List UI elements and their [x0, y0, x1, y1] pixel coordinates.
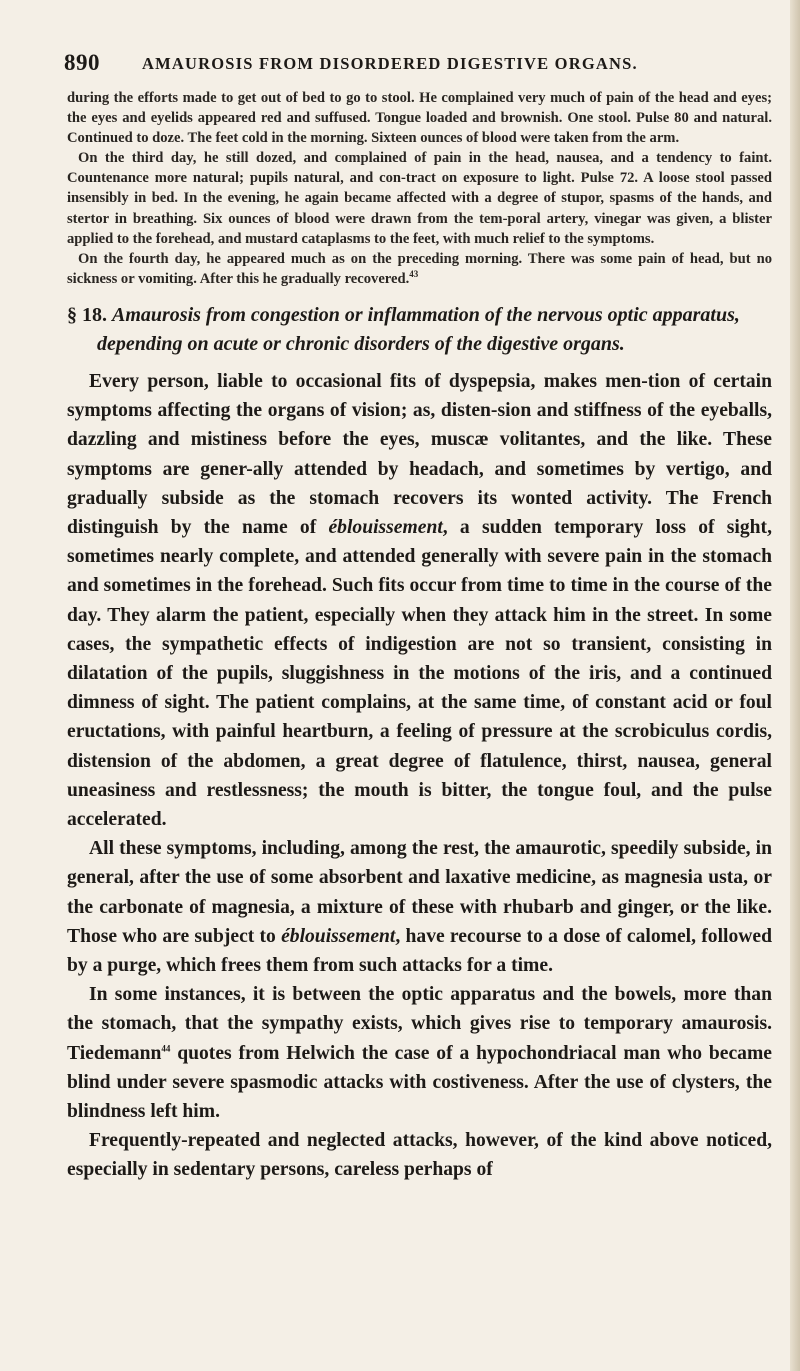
- case-paragraph-2: On the third day, he still dozed, and complained of pain in the head, nausea, and a tendency to faint. Countenance more natural; pupils natural, and con-tract on exposure to light. Pulse 72. A loose stool passed insensibly in bed. In the evening, he again became affected with a degree of stupor, spasms of the hands, and stertor in breathing. Six ounces of blood were drawn from the tem-poral artery, vinegar was given, a blister applied to the forehead, and mustard cataplasms to the feet, with much relief to the symptoms.: [67, 150, 772, 247]
- footnote-ref-44: 44: [161, 1043, 171, 1054]
- footnote-ref-43: 43: [409, 268, 419, 279]
- page-number: 890: [64, 50, 100, 75]
- book-page: [56, 44, 772, 1185]
- section-title: Amaurosis from congestion or inflammation of the nervous optic apparatus, depending on acute or chronic disorders of the digestive organs.: [97, 303, 740, 355]
- body-paragraph-3-a: In some instances, it is between the optic apparatus and the bowels, more than the stomach, that the sympathy exists, which gives rise to temporary amaurosis. Tiedemann: [67, 984, 772, 1064]
- body-paragraph-2: [67, 834, 772, 980]
- case-paragraph-3: [67, 249, 772, 289]
- body-paragraph-3: [67, 980, 772, 1126]
- body-paragraph-4: Frequently-repeated and neglected attacks, however, of the kind above noticed, especially in sedentary persons, careless perhaps of: [67, 1130, 772, 1181]
- body-paragraph-3-b: quotes from Helwich the case of a hypochondriacal man who became blind under severe spasmodic attacks with costiveness. After the use of clysters, the blindness left him.: [67, 1042, 772, 1123]
- body-paragraph-2-b: , have recourse to a dose of calomel, followed by a purge, which frees them from such attacks for a time.: [67, 925, 772, 976]
- body-paragraph-1-b: , a sudden temporary loss of sight, sometimes nearly complete, and attended generally with severe pain in the stomach and sometimes in the forehead. Such fits occur from time to time in the course of the day. They alarm the patient, especially when they attack him in the street. In some cases, the sympathetic effects of indigestion are not so transient, consisting in dilatation of the pupils, sluggishness in the motions of the iris, and a continued dimness of sight. The patient complains, at the same time, of constant acid or foul eructations, with painful heartburn, a feeling of pressure at the scrobiculus cordis, distension of the abdomen, a great degree of flatulence, thirst, nausea, general uneasiness and restlessness; the mouth is bitter, the tongue foul, and the pulse accelerated.: [67, 516, 772, 830]
- case-paragraph-3-text: On the fourth day, he appeared much as on the preceding morning. There was some pain of head, but no sickness or vomiting. After this he gradually recovered.: [67, 250, 772, 287]
- case-paragraph-1: during the efforts made to get out of bed to go to stool. He complained very much of pain of the head and eyes; the eyes and eyelids appeared red and suffused. Tongue loaded and brownish. One stool. Pulse 80 and natural. Continued to doze. The feet cold in the morning. Sixteen ounces of blood were taken from the arm.: [67, 90, 772, 147]
- section-heading: [67, 301, 772, 359]
- body-paragraph-2-a: All these symptoms, including, among the rest, the amaurotic, speedily subside, in general, after the use of some absorbent and laxative medicine, as magnesia usta, or the carbonate of magnesia, a mixture of these with rhubarb and ginger, or the like. Those who are subject to: [67, 838, 772, 947]
- section-mark: § 18.: [67, 303, 107, 326]
- body-paragraph-1: [67, 367, 772, 834]
- body-paragraph-2-term: éblouissement: [281, 925, 396, 947]
- page-header: [56, 44, 772, 88]
- body-paragraph-1-a: Every person, liable to occasional fits of dyspepsia, makes men-tion of certain symptoms affecting the organs of vision; as, disten-sion and stiffness of the eyeballs, dazzling and mistiness before the eyes, muscæ volitantes, and the like. These symptoms are gener-ally attended by headach, and sometimes by vertigo, and gradually subside as the stomach recovers its wonted activity. The French distinguish by the name of: [67, 370, 772, 538]
- running-head: AMAUROSIS FROM DISORDERED DIGESTIVE ORGANS.: [142, 54, 638, 73]
- page-edge-shadow: [790, 0, 800, 1371]
- body-paragraph-1-term: éblouissement: [328, 516, 443, 538]
